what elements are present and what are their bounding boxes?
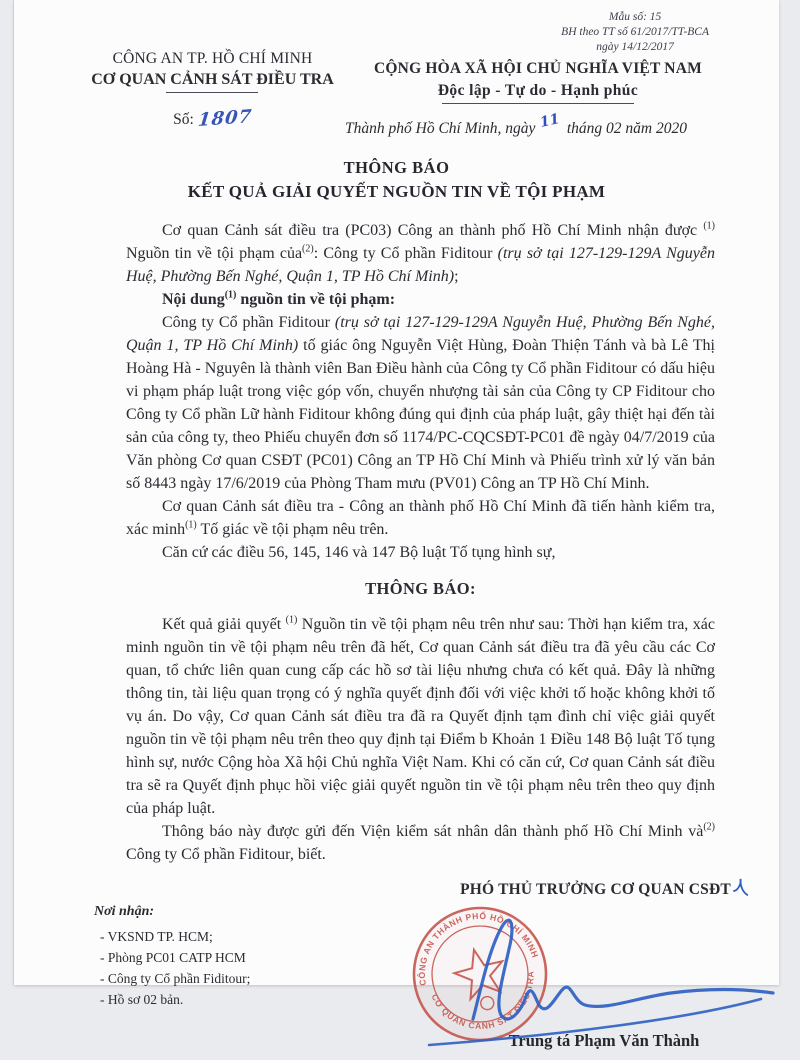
title-line2: KẾT QUẢ GIẢI QUYẾT NGUỒN TIN VỀ TỘI PHẠM	[187, 182, 606, 201]
date-suffix: tháng 02 năm 2020	[566, 120, 687, 137]
document-body	[126, 219, 715, 866]
pen-tick-icon	[732, 878, 748, 901]
recipient-item: - VKSND TP. HCM;	[100, 929, 213, 944]
document-title	[14, 158, 779, 202]
svg-text:CƠ QUAN CẢNH SÁT ĐIỀU TRA: CƠ QUAN CẢNH SÁT ĐIỀU TRA	[429, 970, 536, 1032]
agency-name-line: CƠ QUAN CẢNH SÁT ĐIỀU TRA	[66, 71, 359, 93]
paragraph-result: Kết quả giải quyết $^{(1)}$ Nguồn tin về tội phạm nêu trên như sau: Thời hạn kiểm tra, xác minh nguồn tin về tội phạm nêu trên đã hết, Cơ quan Cảnh sát điều tra đã yêu cầu các Cơ quan, tổ chức liên quan cung cấp các hồ sơ tài liệu nhưng chưa có kết quả. Đây là những thông tin, tài liệu quan trọng có ý nghĩa quyết định đối với việc khởi tố hoặc không khởi tố vụ án. Do vậy, Cơ quan Cảnh sát điều tra đã ra Quyết định tạm đình chỉ việc giải quyết nguồn tin về tội phạm nêu trên theo quy định tại Điểm b Khoản 1 Điều 148 Bộ luật Tố tụng hình sự, nước Cộng hòa Xã hội Chủ nghĩa Việt Nam. Khi có căn cứ, Cơ quan Cảnh sát điều tra sẽ ra Quyết định phục hồi việc giải quyết nguồn tin về tội phạm nêu trên theo quy định của pháp luật.	[126, 614, 715, 817]
recipient-item: - Công ty Cổ phần Fiditour;	[100, 971, 251, 986]
paragraph-verification: Cơ quan Cảnh sát điều tra - Công an thành phố Hồ Chí Minh đã tiến hành kiểm tra, xác minh$^{(1)}$ Tố giác về tội phạm nêu trên.	[126, 498, 715, 538]
paragraph-legal-basis: Căn cứ các điều 56, 145, 146 và 147 Bộ luật Tố tụng hình sự,	[162, 544, 556, 561]
recipient-item: - Phòng PC01 CATP HCM	[100, 950, 246, 965]
motto-line: Độc lập - Tự do - Hạnh phúc	[359, 82, 717, 104]
national-title-line: CỘNG HÒA XÃ HỘI CHỦ NGHĨA VIỆT NAM	[374, 60, 702, 77]
recipients-block	[94, 878, 443, 1053]
paragraph-accusation: Công ty Cổ phần Fiditour (trụ sở tại 127-129-129A Nguyễn Huệ, Phường Bến Nghé, Quận 1, TP Hồ Chí Minh) tố giác ông Nguyễn Việt Hùng, Đoàn Thiện Tánh và bà Lê Thị Hoàng Hà - Nguyên là thành viên Ban Điều hành của Công ty Cổ phần Fiditour có dấu hiệu vi phạm pháp luật trong việc góp vốn, chuyển nhượng tài sản của Công ty CP Fiditour cho Công ty Cổ phần Lữ hành Fiditour không đúng qui định của pháp luật, gây thiệt hại đến tài sản của công ty, theo Phiếu chuyển đơn số 1174/PC-CQCSĐT-PC01 đề ngày 04/7/2019 của Văn phòng Cơ quan CSĐT (PC01) Công an TP Hồ Chí Minh và Phiếu trình xử lý văn bản số 8443 ngày 17/6/2019 của Phòng Tham mưu (PV01) Công an TP Hồ Chí Minh.	[126, 314, 716, 492]
national-motto-block	[345, 8, 745, 138]
form-note-line1: Mẫu số: 15	[608, 11, 662, 23]
paragraph-distribution: Thông báo này được gửi đến Viện kiểm sát nhân dân thành phố Hồ Chí Minh $và^{(2)}$ Công ty Cổ phần Fiditour, biết.	[126, 821, 715, 863]
signer-name: Trung tá Phạm Văn Thành	[508, 1031, 700, 1050]
form-reference-note	[561, 10, 709, 55]
recipients-label: Nơi nhận:	[94, 904, 155, 919]
signature-block	[416, 878, 765, 1053]
date-prefix: Thành phố Hồ Chí Minh, ngày	[345, 120, 536, 137]
mid-heading: THÔNG BÁO:	[365, 579, 476, 598]
document-header	[14, 0, 779, 138]
document-number-line	[66, 108, 359, 129]
form-note-line2: BH theo TT số 61/2017/TT-BCA	[561, 26, 709, 38]
date-day-handwritten: 11	[538, 111, 562, 131]
signer-title: PHÓ THỦ TRƯỞNG CƠ QUAN CSĐT	[443, 878, 765, 901]
paragraph-intro: Cơ quan Cảnh sát điều tra (PC03) Công an thành phố Hồ Chí Minh nhận được $^{(1)}$ Nguồn tin về tội phạm của$^{(2)}$: Công ty Cổ phần Fiditour (trụ sở tại 127-129-129A Nguyễn Huệ, Phường Bến Nghé, Quận 1, TP Hồ Chí Minh);	[126, 220, 716, 285]
stamp-and-signature-area	[416, 903, 765, 1053]
title-line1: THÔNG BÁO	[343, 158, 450, 177]
agency-parent-line: CÔNG AN TP. HỒ CHÍ MINH	[112, 50, 313, 67]
document-page	[14, 0, 779, 1050]
issuing-agency-block	[66, 8, 359, 138]
form-note-line3: ngày 14/12/2017	[596, 41, 674, 53]
recipient-item: - Hồ sơ 02 bản.	[100, 992, 184, 1007]
document-number-label: Số:	[173, 111, 194, 128]
place-date-line	[337, 111, 695, 138]
svg-text:CÔNG AN THÀNH PHỐ HỒ CHÍ MINH: CÔNG AN THÀNH PHỐ HỒ CHÍ MINH	[416, 910, 541, 987]
paragraph-content-heading: Nội dung$^{(1)}$ nguồn tin về tội phạm:	[162, 289, 396, 308]
document-number-handwritten: 1807	[196, 106, 253, 131]
document-footer	[94, 878, 779, 1053]
